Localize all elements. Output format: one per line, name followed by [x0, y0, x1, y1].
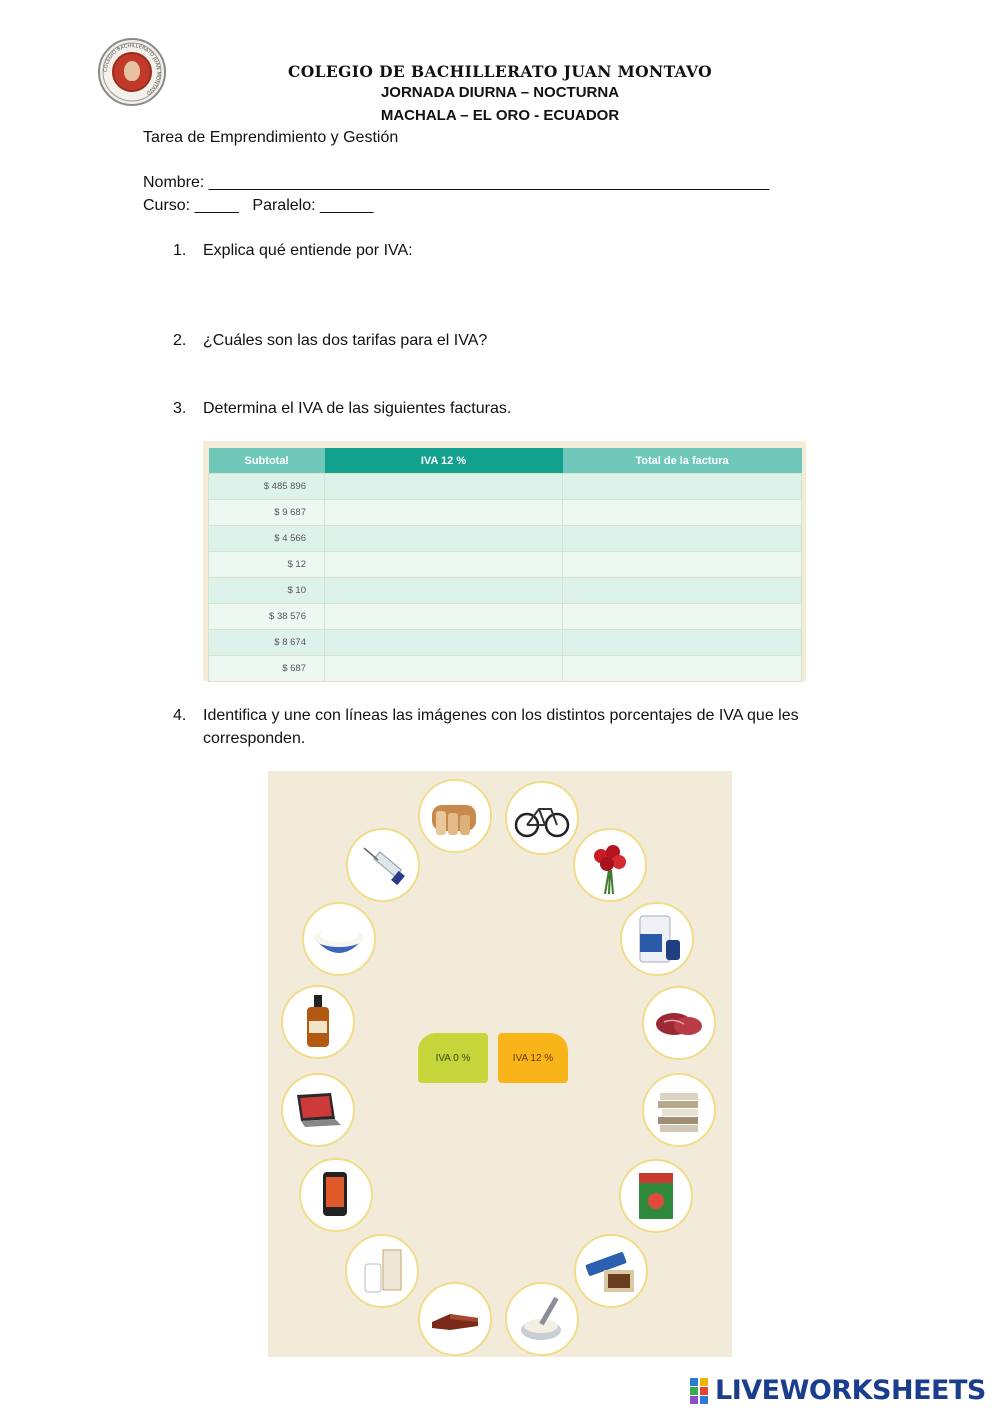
question-2-number: 2. [173, 332, 187, 349]
meat-icon[interactable] [642, 986, 716, 1060]
total-answer-cell[interactable] [563, 474, 802, 500]
subtotal-cell: $ 10 [209, 578, 325, 604]
total-answer-cell[interactable] [563, 500, 802, 526]
rice-bowl-icon[interactable] [302, 902, 376, 976]
name-field[interactable]: Nombre: _______________________________________________________________ [143, 174, 770, 191]
seeds-box-icon[interactable] [619, 1159, 693, 1233]
iva-12-target[interactable]: IVA 12 % [498, 1033, 568, 1083]
subtotal-cell: $ 9 687 [209, 500, 325, 526]
cellphone-icon[interactable] [299, 1158, 373, 1232]
total-answer-cell[interactable] [563, 656, 802, 682]
total-answer-cell[interactable] [563, 604, 802, 630]
total-answer-cell[interactable] [563, 526, 802, 552]
iva-answer-cell[interactable] [325, 656, 563, 682]
table-row [209, 500, 802, 526]
subtotal-cell: $ 12 [209, 552, 325, 578]
liquor-bottle-icon[interactable] [281, 985, 355, 1059]
question-4-number: 4. [173, 707, 187, 724]
total-answer-cell[interactable] [563, 578, 802, 604]
iva-answer-cell[interactable] [325, 552, 563, 578]
header-iva: IVA 12 % [325, 448, 563, 474]
subtotal-cell: $ 687 [209, 656, 325, 682]
syringe-icon[interactable] [346, 828, 420, 902]
header-total: Total de la factura [563, 448, 802, 474]
subtotal-cell: $ 4 566 [209, 526, 325, 552]
total-answer-cell[interactable] [563, 630, 802, 656]
table-row [209, 526, 802, 552]
liveworksheets-brand [690, 1373, 986, 1407]
books-icon[interactable] [642, 1073, 716, 1147]
table-row [209, 474, 802, 500]
iva-answer-cell[interactable] [325, 526, 563, 552]
brand-logo-icon [690, 1376, 712, 1404]
subtotal-cell: $ 38 576 [209, 604, 325, 630]
table-row [209, 656, 802, 682]
laptop-icon[interactable] [281, 1073, 355, 1147]
table-header-row [209, 448, 802, 474]
milk-icon[interactable] [345, 1234, 419, 1308]
course-field[interactable]: Curso: _____ Paralelo: ______ [143, 197, 374, 214]
iva-answer-cell[interactable] [325, 474, 563, 500]
subtotal-cell: $ 8 674 [209, 630, 325, 656]
iva-answer-cell[interactable] [325, 604, 563, 630]
question-4-text: Identifica y une con líneas las imágenes con los distintos porcentajes de IVA que les [203, 707, 799, 724]
school-schedule: JORNADA DIURNA – NOCTURNA [380, 84, 620, 101]
question-1-text: Explica qué entiende por IVA: [203, 242, 413, 259]
header-subtotal: Subtotal [209, 448, 325, 474]
question-3-number: 3. [173, 400, 187, 417]
school-title: COLEGIO DE BACHILLERATO JUAN MONTAVO [287, 62, 713, 81]
iva-answer-cell[interactable] [325, 500, 563, 526]
table-row [209, 578, 802, 604]
table-row [209, 552, 802, 578]
question-2-text: ¿Cuáles son las dos tarifas para el IVA? [203, 332, 488, 349]
condensed-milk-icon[interactable] [505, 1282, 579, 1356]
total-answer-cell[interactable] [563, 552, 802, 578]
subtotal-cell: $ 485 896 [209, 474, 325, 500]
question-1-number: 1. [173, 242, 187, 259]
school-location: MACHALA – EL ORO - ECUADOR [380, 107, 620, 124]
roses-icon[interactable] [573, 828, 647, 902]
assignment-title: Tarea de Emprendimiento y Gestión [143, 129, 399, 146]
brand-wordmark: LIVEWORKSHEETS [715, 1374, 986, 1406]
question-3-text: Determina el IVA de las siguientes facturas. [203, 400, 512, 417]
matching-diagram [268, 771, 732, 1357]
logo-ring-text: COLEGIO BACHILLERATO JUAN MONTAVO [102, 42, 162, 97]
bicycle-icon[interactable] [505, 781, 579, 855]
bread-icon[interactable] [418, 779, 492, 853]
iva-0-target[interactable]: IVA 0 % [418, 1033, 488, 1083]
table-row [209, 604, 802, 630]
question-4-text-continued: corresponden. [203, 730, 306, 747]
coffin-icon[interactable] [418, 1282, 492, 1356]
table-row [209, 630, 802, 656]
invoice-table-frame [203, 441, 806, 681]
iva-answer-cell[interactable] [325, 630, 563, 656]
fertilizer-bag-icon[interactable] [620, 902, 694, 976]
chocolate-icon[interactable] [574, 1234, 648, 1308]
iva-answer-cell[interactable] [325, 578, 563, 604]
invoice-table [208, 448, 802, 682]
